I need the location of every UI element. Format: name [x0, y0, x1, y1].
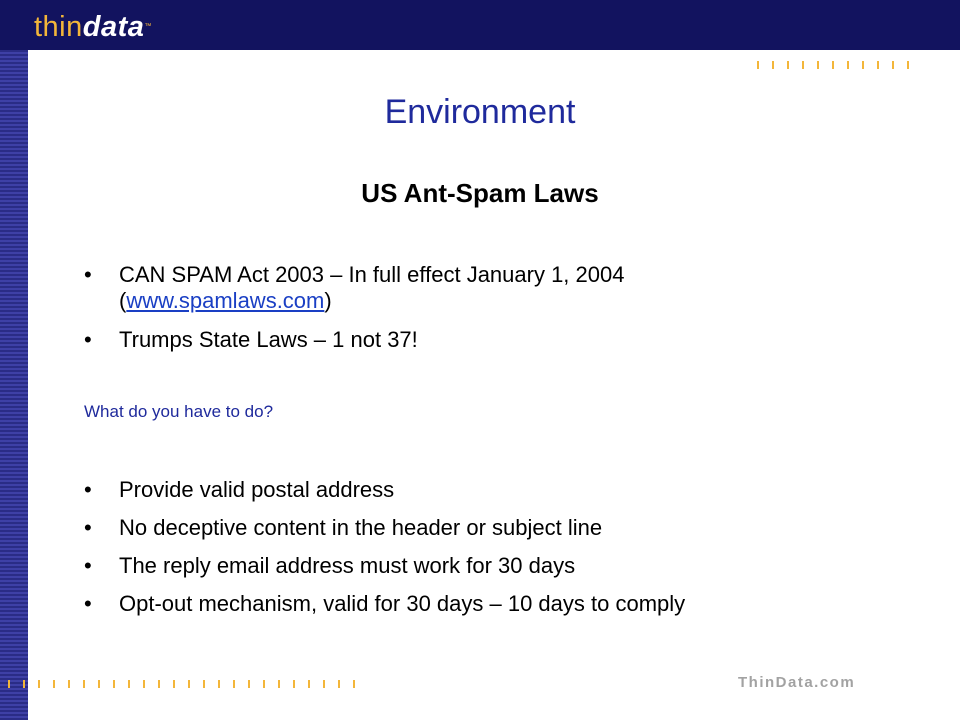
tick-mark	[83, 680, 85, 688]
top-tick-marks	[757, 61, 909, 69]
tick-mark	[877, 61, 879, 69]
tick-mark	[817, 61, 819, 69]
list-item	[84, 327, 624, 353]
tick-mark	[353, 680, 355, 688]
tick-mark	[68, 680, 70, 688]
list-item-text: Opt-out mechanism, valid for 30 days – 10 days to comply	[119, 591, 686, 616]
tick-mark	[158, 680, 160, 688]
left-decorative-strip	[0, 50, 28, 720]
tick-mark	[278, 680, 280, 688]
top-banner	[0, 0, 960, 50]
tick-mark	[203, 680, 205, 688]
bullet-dot: •	[84, 327, 92, 352]
tick-mark	[233, 680, 235, 688]
list-item-text: Trumps State Laws – 1 not 37!	[119, 327, 418, 352]
tick-mark	[757, 61, 759, 69]
bullet-dot: •	[84, 477, 92, 502]
tick-mark	[98, 680, 100, 688]
bullet-dot: •	[84, 262, 92, 287]
tick-mark	[248, 680, 250, 688]
list-item	[84, 477, 685, 503]
slide-subtitle: US Ant-Spam Laws	[361, 178, 599, 208]
tick-mark	[263, 680, 265, 688]
question-text: What do you have to do?	[84, 402, 274, 421]
tick-mark	[308, 680, 310, 688]
list-item	[84, 262, 624, 314]
tick-mark	[338, 680, 340, 688]
tick-mark	[53, 680, 55, 688]
tick-mark	[143, 680, 145, 688]
logo-trademark: ™	[144, 23, 152, 30]
list-item-text: Provide valid postal address	[119, 477, 395, 502]
tick-mark	[8, 680, 10, 688]
footer-site-name: ThinData.com	[738, 674, 856, 691]
list-item-text: CAN SPAM Act 2003 – In full effect January 1, 2004	[119, 262, 625, 287]
tick-mark	[892, 61, 894, 69]
logo-data-text: data	[82, 11, 145, 43]
list-item	[84, 515, 685, 541]
bottom-tick-marks	[8, 680, 355, 688]
requirements-bullet-list	[84, 477, 685, 629]
paren-open: (	[119, 288, 127, 313]
tick-mark	[293, 680, 295, 688]
bullet-dot: •	[84, 515, 92, 540]
tick-mark	[188, 680, 190, 688]
tick-mark	[802, 61, 804, 69]
spamlaws-link[interactable]: www.spamlaws.com	[126, 288, 325, 313]
logo-thin-text: thin	[34, 11, 83, 43]
tick-mark	[173, 680, 175, 688]
tick-mark	[323, 680, 325, 688]
law-bullet-list	[84, 262, 624, 366]
bullet-dot: •	[84, 553, 92, 578]
tick-mark	[128, 680, 130, 688]
tick-mark	[847, 61, 849, 69]
tick-mark	[862, 61, 864, 69]
tick-mark	[218, 680, 220, 688]
list-item-text: The reply email address must work for 30 days	[119, 553, 576, 578]
tick-mark	[113, 680, 115, 688]
list-item	[84, 553, 685, 579]
list-item	[84, 591, 685, 617]
tick-mark	[38, 680, 40, 688]
tick-mark	[832, 61, 834, 69]
tick-mark	[772, 61, 774, 69]
tick-mark	[23, 680, 25, 688]
paren-close: )	[324, 288, 332, 313]
list-item-text: No deceptive content in the header or subject line	[119, 515, 603, 540]
tick-mark	[907, 61, 909, 69]
tick-mark	[787, 61, 789, 69]
bullet-dot: •	[84, 591, 92, 616]
slide-title: Environment	[384, 93, 576, 131]
thindata-logo	[34, 10, 152, 44]
